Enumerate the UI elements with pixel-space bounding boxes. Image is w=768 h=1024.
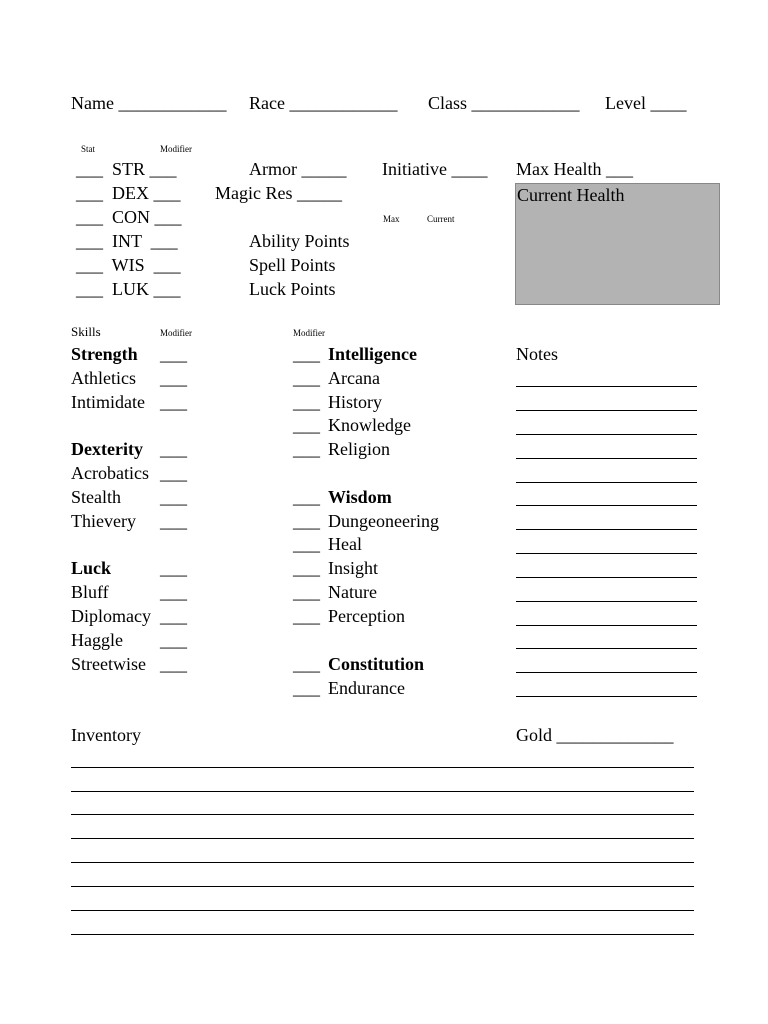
skill-nature: Nature — [328, 582, 377, 602]
skill-heal: Heal — [328, 534, 362, 554]
current-header: Current — [427, 214, 455, 224]
skill-dexterity: Dexterity — [71, 439, 143, 459]
skill-luck-blank[interactable]: ___ — [160, 558, 187, 578]
notes-line[interactable] — [516, 577, 697, 578]
notes-line[interactable] — [516, 696, 697, 697]
skill-constitution: Constitution — [328, 654, 425, 674]
luck-points-label: Luck Points — [249, 279, 336, 299]
skill-nature-blank[interactable]: ___ — [293, 582, 320, 602]
skill-constitution-blank[interactable]: ___ — [293, 654, 320, 674]
stat-header: Stat — [81, 144, 96, 154]
ability-points-label: Ability Points — [249, 231, 350, 251]
skill-endurance-blank[interactable]: ___ — [293, 678, 320, 698]
skill-thievery-blank[interactable]: ___ — [160, 511, 187, 531]
skill-acrobatics-blank[interactable]: ___ — [160, 463, 187, 483]
magic-res-field[interactable]: Magic Res _____ — [215, 183, 342, 203]
notes-line[interactable] — [516, 648, 697, 649]
notes-line[interactable] — [516, 529, 697, 530]
inventory-header: Inventory — [71, 725, 141, 745]
skill-insight: Insight — [328, 558, 379, 578]
skill-history: History — [328, 392, 382, 412]
stat-modifier-header: Modifier — [160, 144, 192, 154]
skill-arcana-blank[interactable]: ___ — [293, 368, 320, 388]
inventory-line[interactable] — [71, 767, 694, 768]
skill-diplomacy: Diplomacy — [71, 606, 151, 626]
inventory-line[interactable] — [71, 791, 694, 792]
stat-int[interactable]: ___ INT ___ — [76, 231, 178, 251]
skill-dungeoneering-blank[interactable]: ___ — [293, 511, 320, 531]
skill-bluff: Bluff — [71, 582, 109, 602]
skill-dungeoneering: Dungeoneering — [328, 511, 439, 531]
skill-arcana: Arcana — [328, 368, 380, 388]
skill-knowledge-blank[interactable]: ___ — [293, 415, 320, 435]
gold-field[interactable]: Gold _____________ — [516, 725, 674, 745]
max-header: Max — [383, 214, 400, 224]
skill-intimidate: Intimidate — [71, 392, 145, 412]
stat-con[interactable]: ___ CON ___ — [76, 207, 182, 227]
skill-intelligence: Intelligence — [328, 344, 417, 364]
notes-line[interactable] — [516, 601, 697, 602]
max-health-field[interactable]: Max Health ___ — [516, 159, 633, 179]
stat-luk[interactable]: ___ LUK ___ — [76, 279, 181, 299]
notes-line[interactable] — [516, 482, 697, 483]
inventory-line[interactable] — [71, 886, 694, 887]
notes-line[interactable] — [516, 672, 697, 673]
skill-perception-blank[interactable]: ___ — [293, 606, 320, 626]
notes-line[interactable] — [516, 410, 697, 411]
skill-knowledge: Knowledge — [328, 415, 411, 435]
skill-heal-blank[interactable]: ___ — [293, 534, 320, 554]
skills-modifier-left-header: Modifier — [160, 328, 192, 338]
inventory-line[interactable] — [71, 934, 694, 935]
stat-dex[interactable]: ___ DEX ___ — [76, 183, 181, 203]
skill-religion-blank[interactable]: ___ — [293, 439, 320, 459]
inventory-line[interactable] — [71, 910, 694, 911]
notes-line[interactable] — [516, 434, 697, 435]
notes-line[interactable] — [516, 458, 697, 459]
skill-perception: Perception — [328, 606, 405, 626]
stat-wis[interactable]: ___ WIS ___ — [76, 255, 181, 275]
inventory-line[interactable] — [71, 862, 694, 863]
skill-wisdom-blank[interactable]: ___ — [293, 487, 320, 507]
skill-bluff-blank[interactable]: ___ — [160, 582, 187, 602]
initiative-field[interactable]: Initiative ____ — [382, 159, 488, 179]
skill-intimidate-blank[interactable]: ___ — [160, 392, 187, 412]
level-field[interactable]: Level ____ — [605, 93, 687, 113]
inventory-line[interactable] — [71, 838, 694, 839]
notes-line[interactable] — [516, 505, 697, 506]
skill-history-blank[interactable]: ___ — [293, 392, 320, 412]
skill-endurance: Endurance — [328, 678, 405, 698]
current-health-label: Current Health — [517, 185, 625, 205]
skill-wisdom: Wisdom — [328, 487, 392, 507]
notes-header: Notes — [516, 344, 558, 364]
skill-diplomacy-blank[interactable]: ___ — [160, 606, 187, 626]
spell-points-label: Spell Points — [249, 255, 336, 275]
inventory-line[interactable] — [71, 814, 694, 815]
skill-streetwise-blank[interactable]: ___ — [160, 654, 187, 674]
skill-stealth-blank[interactable]: ___ — [160, 487, 187, 507]
name-field[interactable]: Name ____________ — [71, 93, 227, 113]
skills-header: Skills — [71, 324, 101, 339]
notes-line[interactable] — [516, 553, 697, 554]
skill-acrobatics: Acrobatics — [71, 463, 149, 483]
skill-athletics: Athletics — [71, 368, 136, 388]
notes-line[interactable] — [516, 625, 697, 626]
skill-dexterity-blank[interactable]: ___ — [160, 439, 187, 459]
armor-field[interactable]: Armor _____ — [249, 159, 347, 179]
skills-modifier-mid-header: Modifier — [293, 328, 325, 338]
skill-luck: Luck — [71, 558, 112, 578]
skill-strength-blank[interactable]: ___ — [160, 344, 187, 364]
skill-thievery: Thievery — [71, 511, 136, 531]
skill-haggle: Haggle — [71, 630, 123, 650]
skill-intelligence-blank[interactable]: ___ — [293, 344, 320, 364]
skill-streetwise: Streetwise — [71, 654, 146, 674]
skill-stealth: Stealth — [71, 487, 121, 507]
skill-haggle-blank[interactable]: ___ — [160, 630, 187, 650]
skill-religion: Religion — [328, 439, 390, 459]
current-health-box[interactable] — [515, 183, 720, 305]
skill-insight-blank[interactable]: ___ — [293, 558, 320, 578]
skill-strength: Strength — [71, 344, 138, 364]
race-field[interactable]: Race ____________ — [249, 93, 398, 113]
notes-line[interactable] — [516, 386, 697, 387]
class-field[interactable]: Class ____________ — [428, 93, 580, 113]
stat-str[interactable]: ___ STR ___ — [76, 159, 177, 179]
skill-athletics-blank[interactable]: ___ — [160, 368, 187, 388]
